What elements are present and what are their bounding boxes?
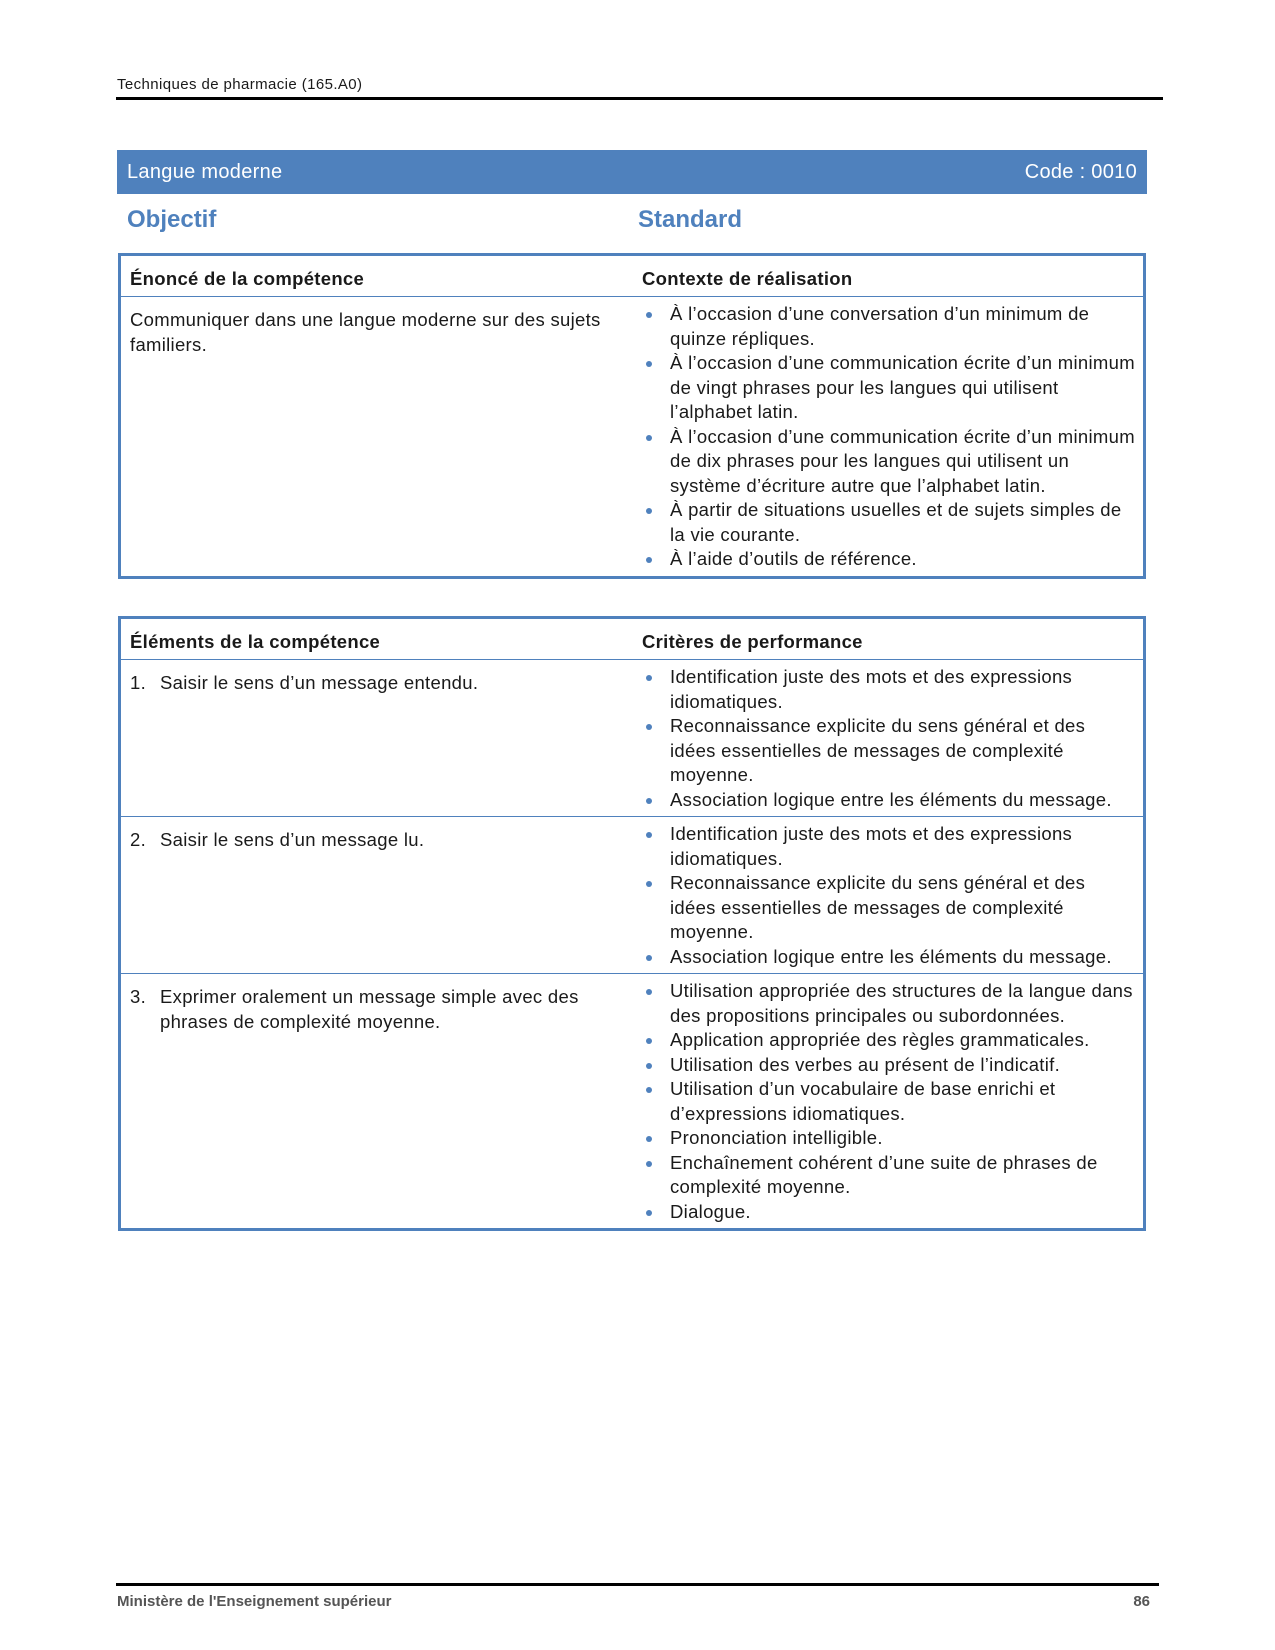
list-item: Utilisation d’un vocabulaire de base enrichi et d’expressions idiomatiques. [642, 1077, 1135, 1126]
header-rule [116, 97, 1163, 100]
list-item: Prononciation intelligible. [642, 1126, 1135, 1151]
table-row [120, 660, 1145, 817]
list-item: Association logique entre les éléments du message. [642, 945, 1135, 970]
list-item: À l’occasion d’une communication écrite d’un minimum de vingt phrases pour les langues qui utilisent l’alphabet latin. [642, 351, 1135, 425]
footer-rule [116, 1583, 1159, 1586]
statement-header: Énoncé de la compétence [130, 268, 365, 289]
list-item: Identification juste des mots et des expressions idiomatiques. [642, 822, 1135, 871]
list-item: Utilisation des verbes au présent de l’indicatif. [642, 1053, 1135, 1078]
list-item: Association logique entre les éléments du message. [642, 788, 1135, 813]
table-row [120, 817, 1145, 974]
table-row [120, 974, 1145, 1230]
criteria-list [642, 979, 1135, 1224]
element-text: Saisir le sens d’un message lu. [160, 829, 425, 850]
competence-table [118, 253, 1146, 579]
elements-header: Éléments de la compétence [130, 631, 381, 652]
section-standard: Standard [638, 206, 743, 233]
list-item: À partir de situations usuelles et de sujets simples de la vie courante. [642, 498, 1135, 547]
course-code: Code : 0010 [1024, 160, 1137, 183]
list-item: Reconnaissance explicite du sens général et des idées essentielles de messages de complexité moyenne. [642, 714, 1135, 788]
running-header: Techniques de pharmacie (165.A0) [117, 76, 363, 93]
criteria-header: Critères de performance [642, 631, 863, 652]
course-band [117, 150, 1147, 194]
element-text: Saisir le sens d’un message entendu. [160, 672, 479, 693]
element-number: 1. [130, 672, 147, 693]
footer-ministry: Ministère de l'Enseignement supérieur [117, 1593, 392, 1610]
element-number: 3. [130, 986, 147, 1007]
list-item: À l’aide d’outils de référence. [642, 547, 1135, 572]
element-text: Exprimer oralement un message simple avec des phrases de complexité moyenne. [160, 986, 579, 1032]
criteria-list [642, 822, 1135, 969]
course-title: Langue moderne [127, 160, 283, 183]
competence-statement: Communiquer dans une langue moderne sur des sujets familiers. [130, 309, 601, 355]
elements-table [118, 616, 1146, 1231]
context-header: Contexte de réalisation [642, 268, 853, 289]
list-item: À l’occasion d’une communication écrite d’un minimum de dix phrases pour les langues qui utilisent un système d’écriture autre que l’alphabet latin. [642, 425, 1135, 499]
list-item: Dialogue. [642, 1200, 1135, 1225]
list-item: À l’occasion d’une conversation d’un minimum de quinze répliques. [642, 302, 1135, 351]
list-item: Utilisation appropriée des structures de la langue dans des propositions principales ou subordonnées. [642, 979, 1135, 1028]
section-objectif: Objectif [127, 206, 217, 233]
list-item: Application appropriée des règles grammaticales. [642, 1028, 1135, 1053]
context-list [642, 302, 1135, 572]
list-item: Identification juste des mots et des expressions idiomatiques. [642, 665, 1135, 714]
criteria-list [642, 665, 1135, 812]
list-item: Enchaînement cohérent d’une suite de phrases de complexité moyenne. [642, 1151, 1135, 1200]
page-number: 86 [1133, 1593, 1150, 1610]
element-number: 2. [130, 829, 147, 850]
list-item: Reconnaissance explicite du sens général et des idées essentielles de messages de complexité moyenne. [642, 871, 1135, 945]
